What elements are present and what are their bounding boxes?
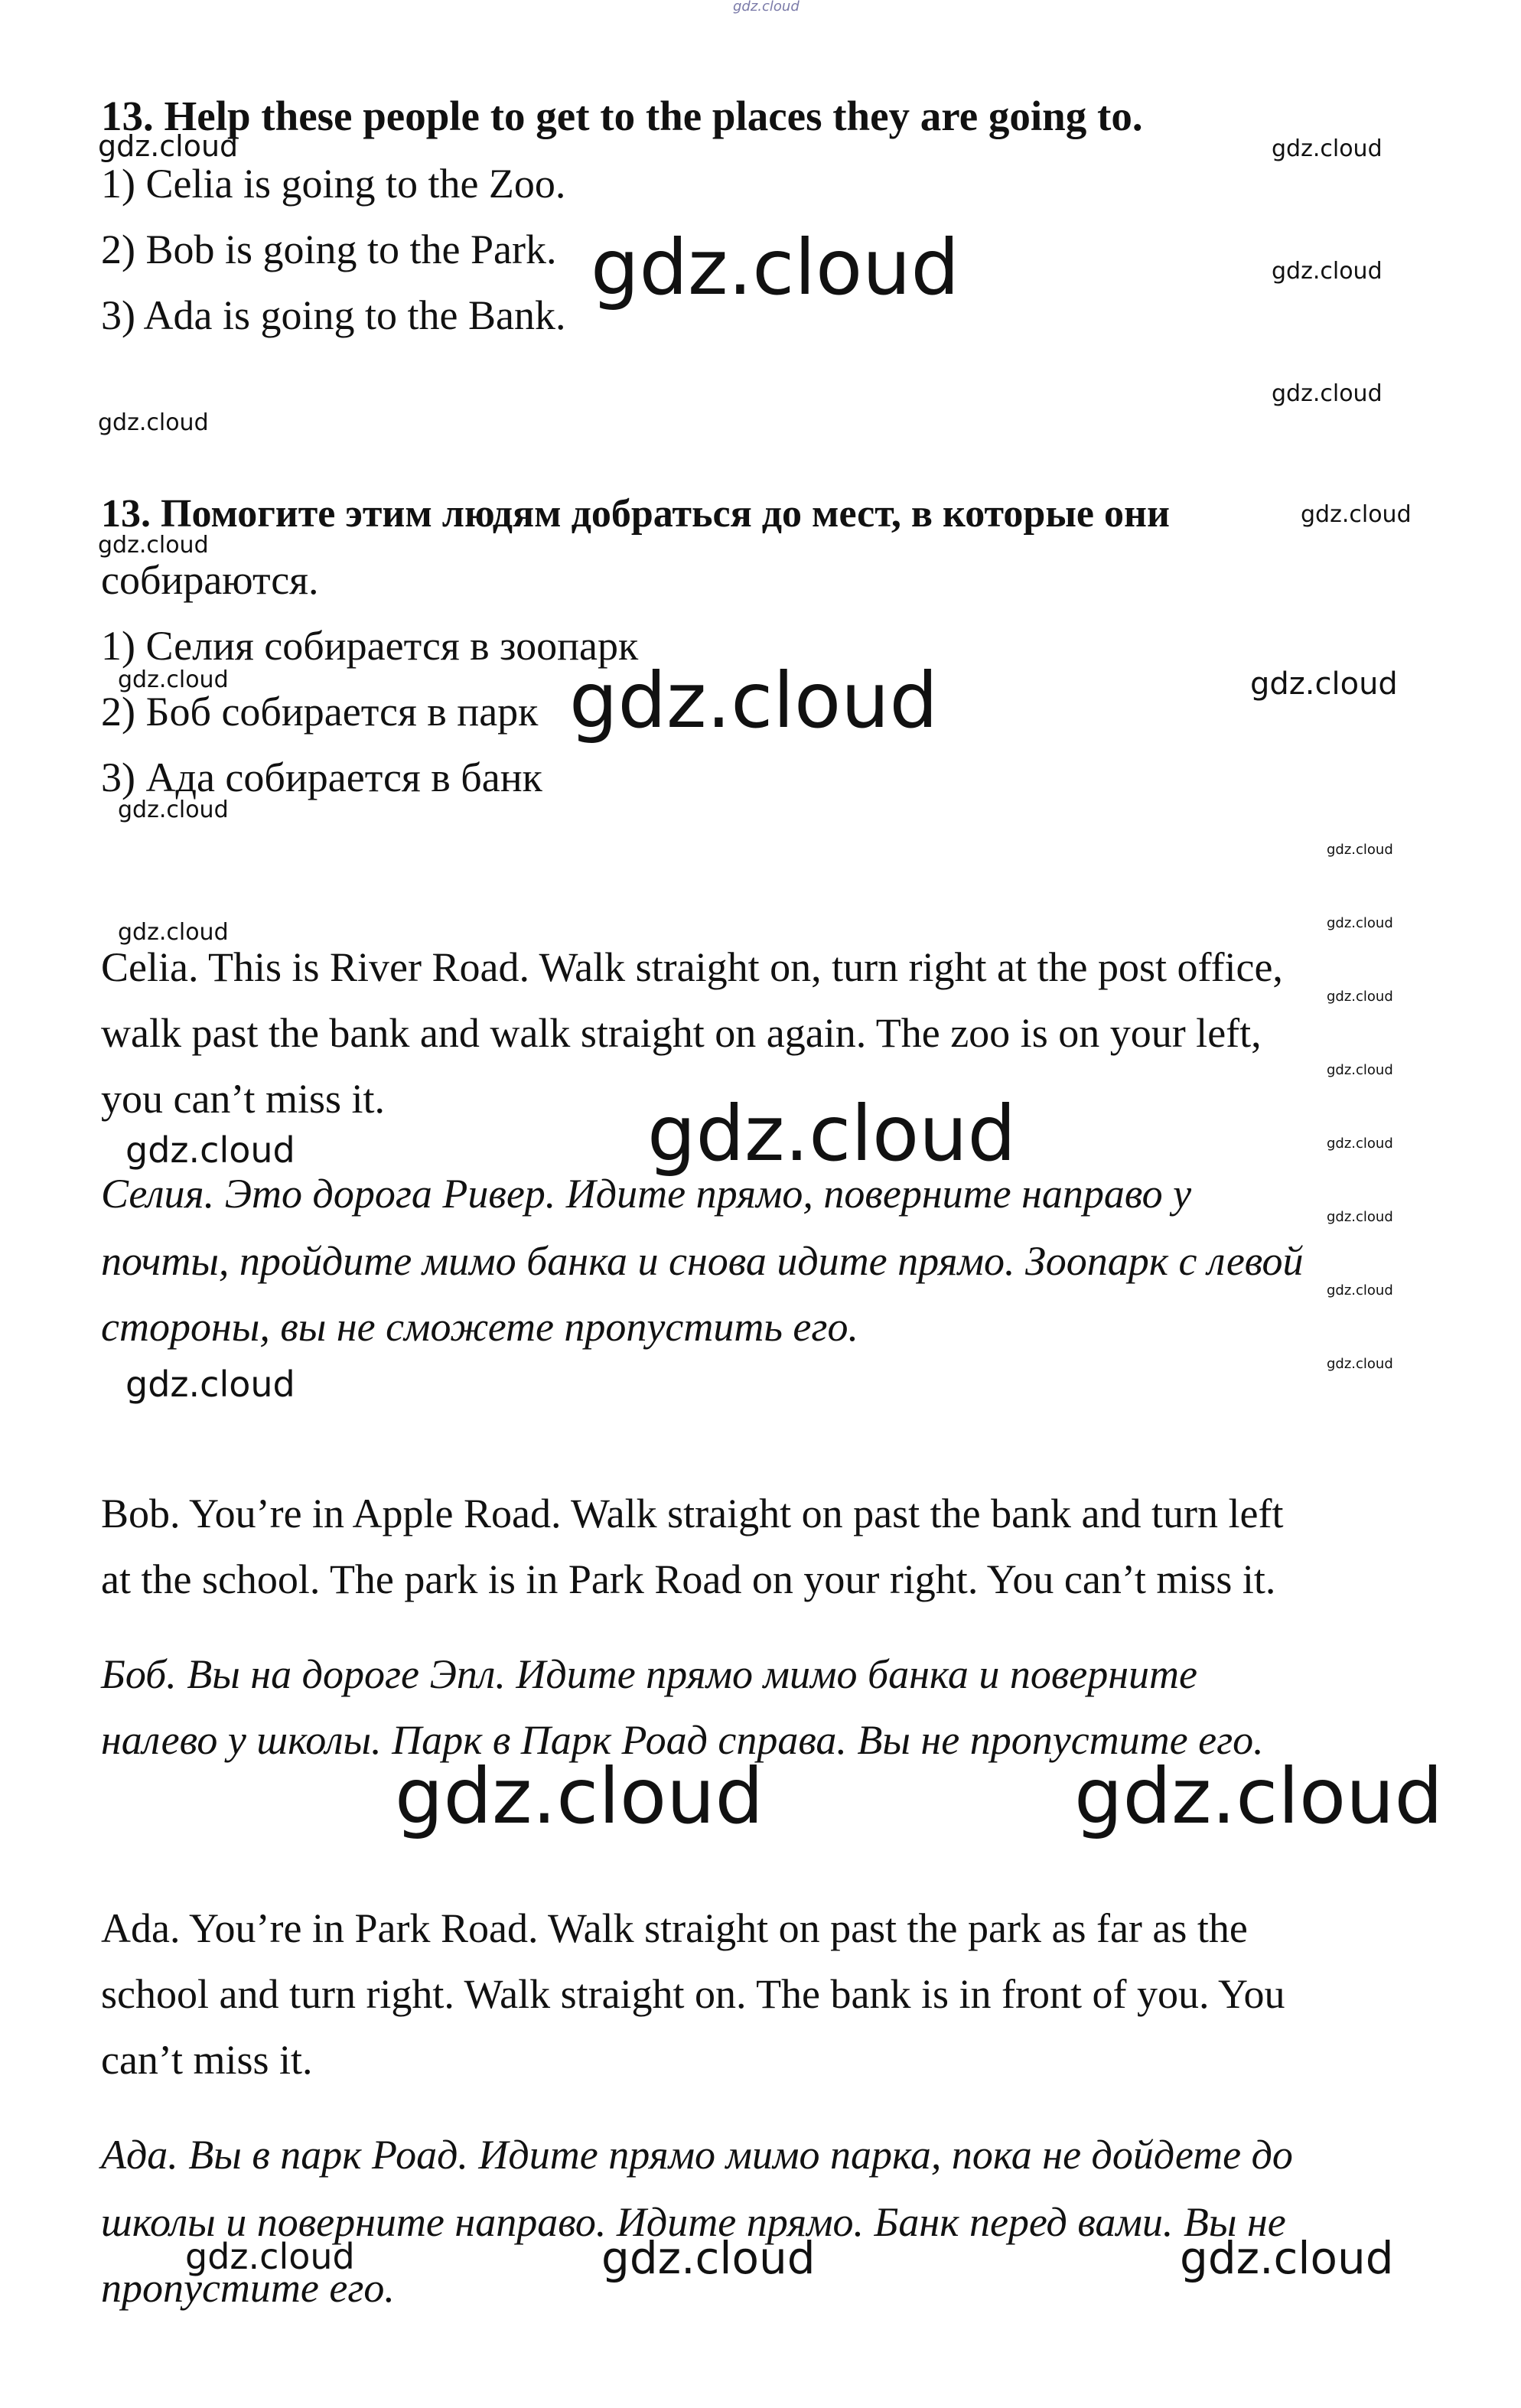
watermark: gdz.cloud <box>98 129 239 163</box>
watermark: gdz.cloud <box>1327 1136 1393 1152</box>
watermark: gdz.cloud <box>1327 1062 1393 1078</box>
watermark: gdz.cloud <box>1327 1356 1393 1372</box>
exercise-item-ru: 2) Боб собирается в парк <box>101 689 539 735</box>
watermark: gdz.cloud <box>1272 258 1383 285</box>
watermark: gdz.cloud <box>98 532 209 559</box>
answer-celia-en: walk past the bank and walk straight on again. The zoo is on your left, <box>101 1010 1262 1056</box>
watermark: gdz.cloud <box>1272 135 1383 162</box>
answer-ada-en: school and turn right. Walk straight on. The bank is in front of you. You <box>101 1971 1285 2017</box>
answer-ada-ru: школы и поверните направо. Идите прямо. Банк перед вами. Вы не <box>101 2199 1286 2245</box>
watermark: gdz.cloud <box>1327 915 1393 931</box>
answer-ada-en: Ada. You’re in Park Road. Walk straight on past the park as far as the <box>101 1905 1248 1951</box>
answer-celia-en: you can’t miss it. <box>101 1076 385 1122</box>
exercise-item-ru: 3) Ада собирается в банк <box>101 754 542 800</box>
watermark: gdz.cloud <box>601 2232 816 2284</box>
watermark: gdz.cloud <box>591 223 960 312</box>
exercise-heading-ru-cont: собираются. <box>101 557 319 603</box>
answer-ada-ru: Ада. Вы в парк Роад. Идите прямо мимо парка, пока не дойдете до <box>101 2132 1293 2178</box>
exercise-item-en: 3) Ada is going to the Bank. <box>101 292 566 338</box>
watermark: gdz.cloud <box>125 1364 295 1405</box>
exercise-item-ru: 1) Селия собирается в зоопарк <box>101 623 639 669</box>
answer-celia-ru: стороны, вы не сможете пропустить его. <box>101 1304 858 1350</box>
watermark: gdz.cloud <box>1327 989 1393 1005</box>
watermark: gdz.cloud <box>118 919 229 946</box>
watermark: gdz.cloud <box>118 666 229 693</box>
watermark: gdz.cloud <box>395 1751 764 1841</box>
watermark: gdz.cloud <box>125 1129 295 1171</box>
watermark: gdz.cloud <box>1301 501 1412 528</box>
watermark: gdz.cloud <box>1074 1751 1444 1841</box>
answer-bob-en: at the school. The park is in Park Road on your right. You can’t miss it. <box>101 1556 1276 1602</box>
answer-bob-en: Bob. You’re in Apple Road. Walk straight on past the bank and turn left <box>101 1491 1284 1536</box>
watermark: gdz.cloud <box>1272 380 1383 407</box>
watermark: gdz.cloud <box>185 2236 355 2277</box>
watermark: gdz.cloud <box>98 409 209 436</box>
watermark: gdz.cloud <box>1180 2232 1394 2284</box>
answer-bob-ru: налево у школы. Парк в Парк Роад справа. Вы не пропустите его. <box>101 1717 1264 1763</box>
exercise-heading-ru: 13. Помогите этим людям добраться до мест, в которые они <box>101 492 1170 536</box>
answer-celia-ru: почты, пройдите мимо банка и снова идите прямо. Зоопарк с левой <box>101 1238 1304 1284</box>
exercise-item-en: 2) Bob is going to the Park. <box>101 226 557 272</box>
watermark: gdz.cloud <box>1250 666 1398 702</box>
watermark-top: gdz.cloud <box>733 0 800 15</box>
answer-celia-ru: Селия. Это дорога Ривер. Идите прямо, поверните направо у <box>101 1171 1192 1217</box>
answer-ada-ru: пропустите его. <box>101 2265 395 2311</box>
answer-celia-en: Celia. This is River Road. Walk straight on, turn right at the post office, <box>101 944 1283 990</box>
answer-ada-en: can’t miss it. <box>101 2037 313 2083</box>
watermark: gdz.cloud <box>1327 1209 1393 1225</box>
watermark: gdz.cloud <box>647 1089 1017 1178</box>
watermark: gdz.cloud <box>1327 1282 1393 1298</box>
exercise-heading-en: 13. Help these people to get to the places they are going to. <box>101 93 1143 139</box>
exercise-item-en: 1) Celia is going to the Zoo. <box>101 161 566 207</box>
watermark: gdz.cloud <box>569 656 939 745</box>
watermark: gdz.cloud <box>1327 842 1393 858</box>
watermark: gdz.cloud <box>118 797 229 823</box>
answer-bob-ru: Боб. Вы на дороге Эпл. Идите прямо мимо банка и поверните <box>101 1651 1197 1697</box>
